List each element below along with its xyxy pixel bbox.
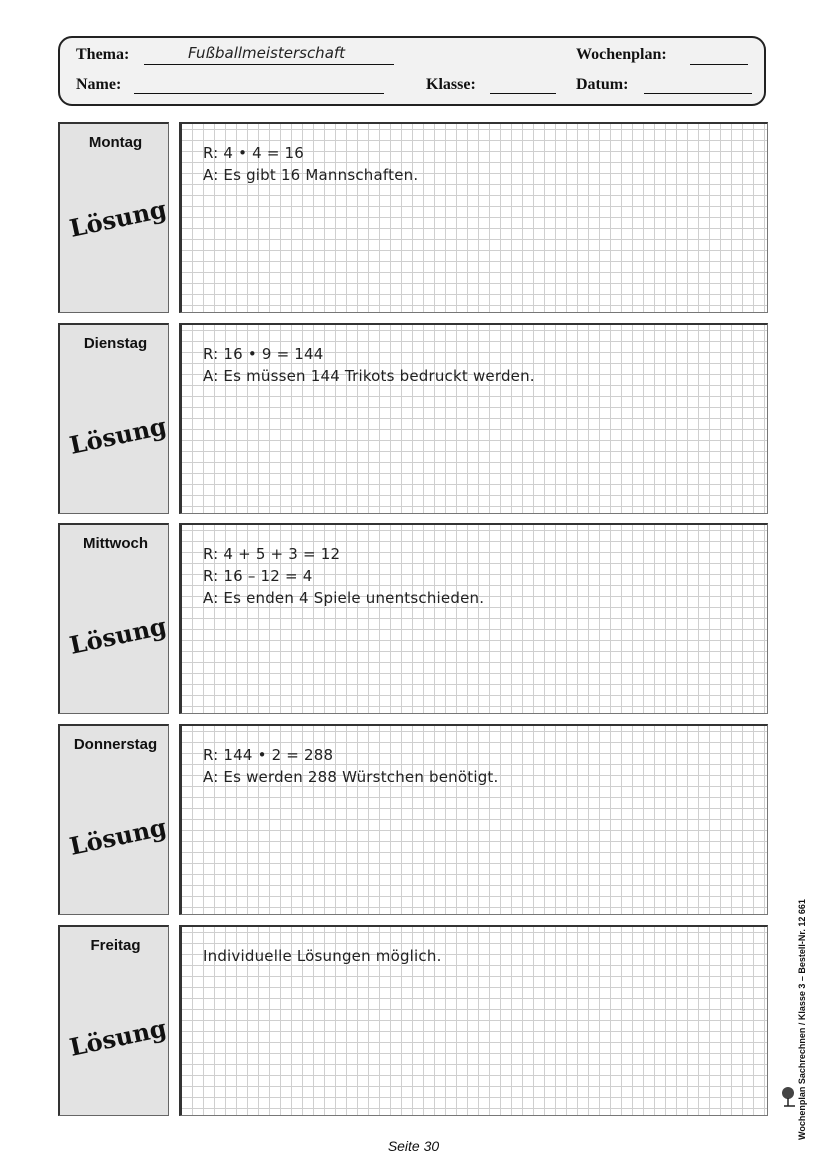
day-section-montag (58, 122, 768, 313)
day-label-box (58, 925, 169, 1116)
answer-line: A: Es müssen 144 Trikots bedruckt werden. (203, 367, 535, 385)
day-label-box (58, 323, 169, 514)
thema-label: Thema: (76, 46, 130, 63)
answer-line: A: Es enden 4 Spiele unentschieden. (203, 589, 485, 607)
answer-line: R: 4 • 4 = 16 (203, 144, 305, 162)
answer-line: R: 4 + 5 + 3 = 12 (203, 545, 341, 563)
day-label-box (58, 122, 169, 313)
datum-label: Datum: (576, 76, 629, 93)
answer-grid[interactable] (179, 925, 768, 1116)
answer-grid[interactable] (179, 523, 768, 714)
answer-line: Individuelle Lösungen möglich. (203, 947, 442, 965)
loesung-stamp: Lösung (67, 1013, 169, 1062)
answer-line: R: 16 • 9 = 144 (203, 345, 324, 363)
day-section-freitag (58, 925, 768, 1116)
answer-line: A: Es gibt 16 Mannschaften. (203, 166, 419, 184)
page-number: Seite 30 (387, 1138, 440, 1154)
day-label-box (58, 523, 169, 714)
loesung-stamp: Lösung (67, 411, 169, 460)
day-name: Montag (88, 134, 143, 151)
day-section-dienstag (58, 323, 768, 514)
answer-line: R: 144 • 2 = 288 (203, 746, 334, 764)
day-section-donnerstag (58, 724, 768, 915)
day-name: Dienstag (83, 335, 148, 352)
publisher-logo-icon (781, 1086, 801, 1108)
loesung-stamp: Lösung (67, 611, 169, 660)
wochenplan-field[interactable] (690, 64, 748, 65)
thema-line (144, 64, 394, 65)
answer-grid[interactable] (179, 122, 768, 313)
thema-value: Fußballmeisterschaft (188, 44, 346, 62)
day-name: Freitag (90, 937, 141, 954)
name-field[interactable] (134, 93, 384, 94)
name-label: Name: (76, 76, 122, 93)
klasse-label: Klasse: (426, 76, 476, 93)
answer-grid[interactable] (179, 323, 768, 514)
day-name: Donnerstag (73, 736, 158, 753)
loesung-stamp: Lösung (67, 194, 169, 243)
datum-field[interactable] (644, 93, 752, 94)
loesung-stamp: Lösung (67, 812, 169, 861)
klasse-field[interactable] (490, 93, 556, 94)
answer-line: A: Es werden 288 Würstchen benötigt. (203, 768, 499, 786)
day-label-box (58, 724, 169, 915)
side-publisher-info: Wochenplan Sachrechnen / Klasse 3 – Bestell-Nr. 12 661 (797, 899, 807, 1140)
day-section-mittwoch (58, 523, 768, 714)
day-name: Mittwoch (83, 535, 148, 552)
answer-grid[interactable] (179, 724, 768, 915)
answer-line: R: 16 – 12 = 4 (203, 567, 313, 585)
worksheet-header (58, 36, 766, 106)
wochenplan-label: Wochenplan: (576, 46, 667, 63)
